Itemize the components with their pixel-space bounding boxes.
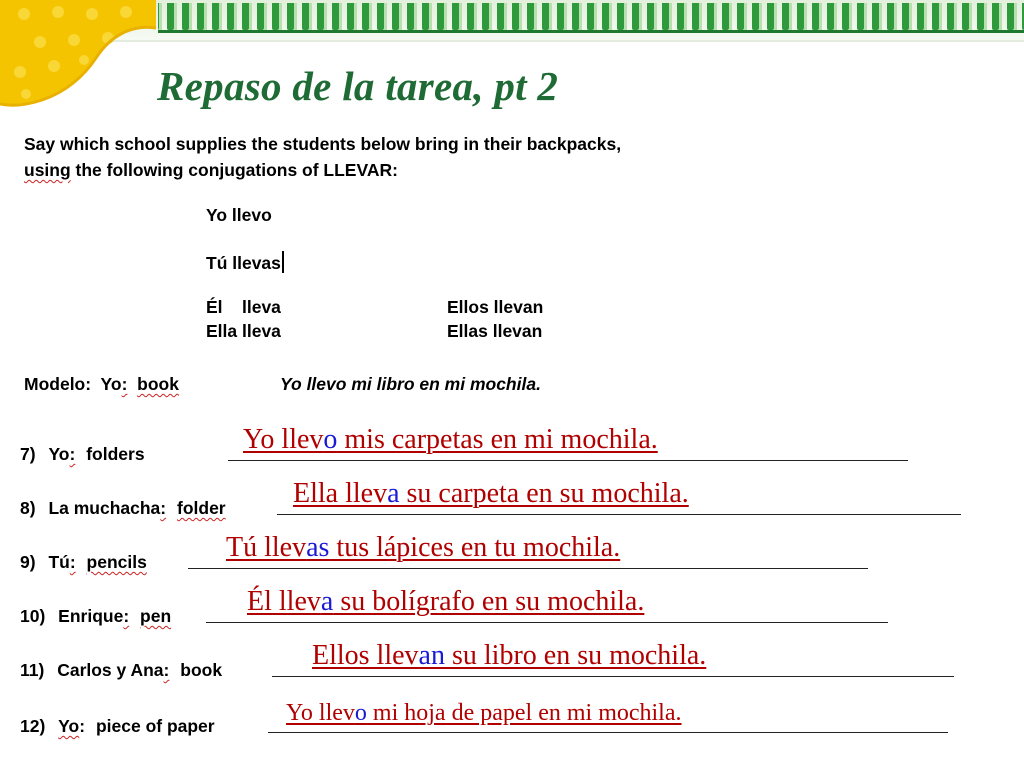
exercise-subject: Yo (58, 716, 80, 736)
exercise-subject: La muchacha (48, 498, 161, 518)
exercise-colon: : (69, 552, 76, 572)
exercise-prompt (20, 660, 222, 681)
instructions-line-2 (24, 160, 398, 181)
answer-blank-line (272, 676, 954, 677)
verb-ending: a (387, 478, 400, 509)
exercise-answer: Tú llevas tus lápices en tu mochila. (226, 532, 621, 563)
answer-blank-line (188, 568, 868, 569)
verb-ending: o (323, 424, 338, 455)
exercise-item: piece of paper (95, 716, 215, 736)
conjugation-el: Él lleva (206, 297, 281, 317)
exercise-row (0, 640, 1024, 686)
exercise-number: 11) (20, 660, 45, 680)
modelo-label: Modelo (24, 374, 86, 394)
exercise-colon: : (69, 444, 76, 464)
conjugation-tu-text: Tú llevas (206, 253, 281, 273)
verb-ending: as (306, 532, 330, 563)
conjugation-yo: Yo llevo (206, 205, 272, 225)
text-cursor (282, 251, 284, 273)
exercise-item: pen (140, 606, 172, 626)
exercise-number: 8) (20, 498, 36, 518)
exercise-subject: Carlos y Ana (57, 660, 164, 680)
exercise-row (0, 478, 1024, 524)
conjugation-ellos: Ellos llevan (447, 297, 544, 317)
exercise-row (0, 586, 1024, 632)
exercise-item: book (180, 660, 223, 680)
exercise-prompt (20, 498, 226, 519)
conjugation-ellas: Ellas llevan (447, 321, 543, 341)
modelo-subject: Yo (100, 374, 122, 394)
modelo-item: book (137, 374, 179, 394)
exercise-item: folders (86, 444, 145, 464)
exercise-colon: : (79, 716, 86, 736)
answer-blank-line (206, 622, 888, 623)
verb-ending: o (354, 700, 367, 726)
exercise-item: pencils (86, 552, 147, 572)
exercise-answer: Yo llevo mis carpetas en mi mochila. (243, 424, 658, 455)
exercise-row (0, 532, 1024, 578)
exercise-colon: : (163, 660, 170, 680)
exercise-prompt (20, 552, 147, 573)
verb-ending: a (320, 586, 334, 617)
exercise-prompt (20, 606, 171, 627)
exercise-row (0, 702, 1024, 742)
modelo-answer: Yo llevo mi libro en mi mochila. (280, 374, 541, 394)
exercise-answer: Él lleva su bolígrafo en su mochila. (247, 586, 645, 617)
exercise-answer: Ellos llevan su libro en su mochila. (312, 640, 707, 671)
verb-ending: an (418, 640, 445, 671)
answer-blank-line (268, 732, 948, 733)
exercise-answer: Ella lleva su carpeta en su mochila. (293, 478, 689, 509)
slide-title: Repaso de la tarea, pt 2 (157, 63, 559, 109)
exercise-subject: Tú (48, 552, 70, 572)
exercise-item: folder (177, 498, 226, 518)
conjugation-tu (206, 251, 284, 274)
modelo-subject-colon: : (121, 374, 128, 394)
answer-blank-line (228, 460, 908, 461)
exercise-answer: Yo llevo mi hoja de papel en mi mochila. (286, 700, 682, 726)
exercise-subject: Yo (48, 444, 70, 464)
modelo-colon: : (85, 374, 101, 394)
exercise-row (0, 424, 1024, 470)
modelo-prompt (24, 374, 179, 395)
exercise-prompt (20, 716, 215, 737)
exercise-prompt (20, 444, 145, 465)
exercise-number: 12) (20, 716, 46, 736)
instructions-word-using: using (24, 160, 71, 180)
instructions-line-1: Say which school supplies the students below bring in their backpacks, (24, 134, 622, 154)
exercise-colon: : (160, 498, 167, 518)
exercise-number: 9) (20, 552, 36, 572)
instructions-line-2-rest: the following conjugations of LLEVAR: (70, 160, 398, 180)
exercise-number: 10) (20, 606, 46, 626)
exercise-colon: : (123, 606, 130, 626)
answer-blank-line (277, 514, 961, 515)
conjugation-ella: Ella lleva (206, 321, 281, 341)
exercise-subject: Enrique (58, 606, 124, 626)
exercise-number: 7) (20, 444, 36, 464)
